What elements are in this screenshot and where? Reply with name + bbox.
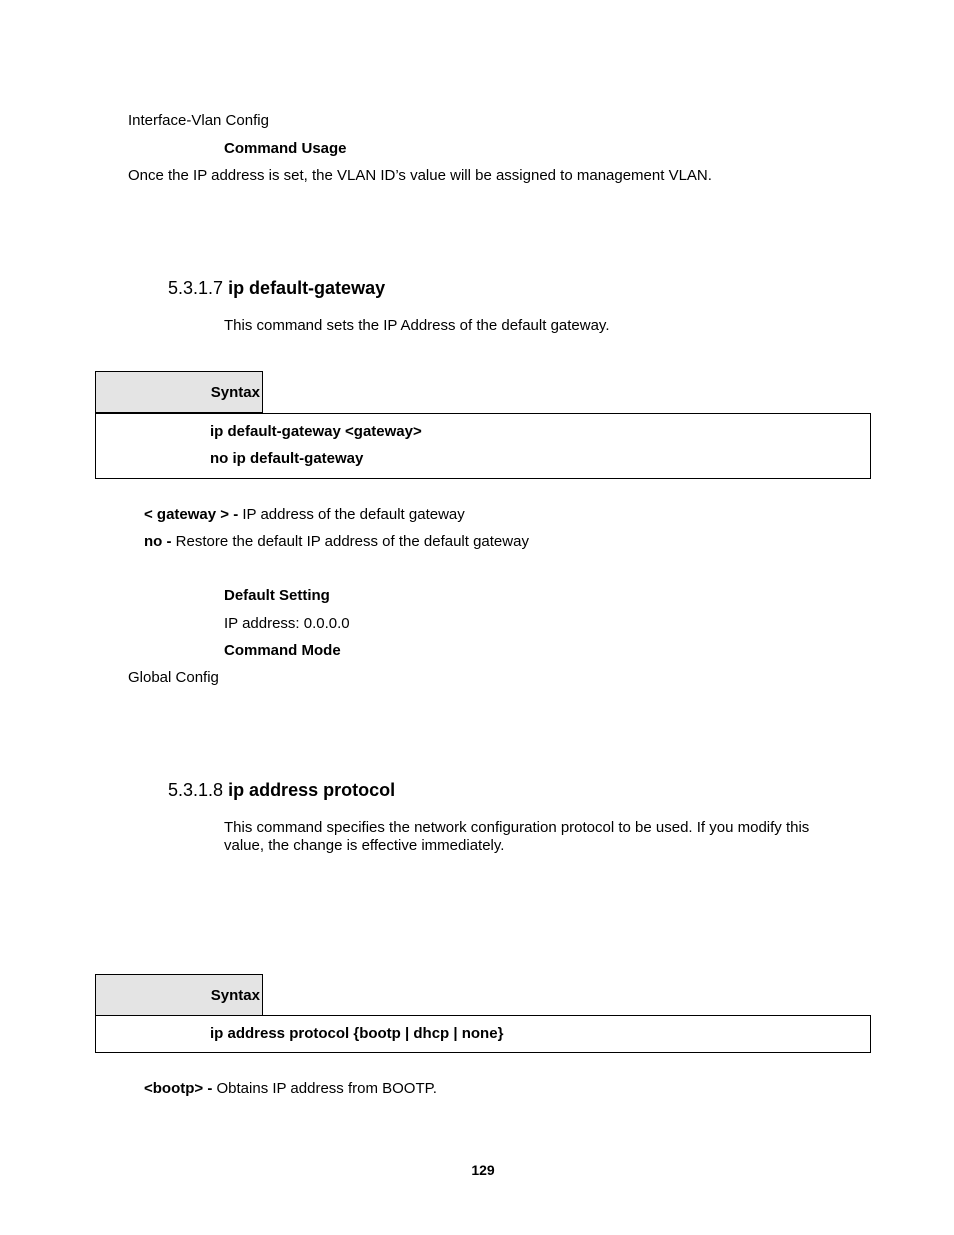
section-title: ip default-gateway: [228, 278, 386, 298]
syntax-line: ip default-gateway <gateway>: [210, 423, 422, 440]
page-number: 129: [471, 1162, 495, 1178]
parameter-item: [144, 506, 465, 524]
section-description-line: This command specifies the network configuration protocol to be used. If you modify this: [224, 819, 810, 836]
parameter-term: <bootp> -: [144, 1080, 213, 1097]
section-number: 5.3.1.7: [168, 278, 224, 298]
parameter-item: [144, 1080, 437, 1098]
syntax-label-tab: [95, 371, 263, 413]
command-usage-text: Once the IP address is set, the VLAN ID’s value will be assigned to management VLAN.: [128, 167, 712, 184]
command-mode-value: Global Config: [128, 669, 219, 686]
parameter-term: < gateway > -: [144, 506, 239, 523]
parameter-description: IP address of the default gateway: [238, 506, 465, 523]
syntax-label: Syntax: [210, 384, 260, 401]
parameter-item: [144, 533, 529, 551]
syntax-label: Syntax: [210, 987, 260, 1004]
section-heading-default-gateway: [168, 277, 385, 299]
syntax-box: [95, 413, 871, 479]
section-title: ip address protocol: [228, 780, 396, 800]
section-number: 5.3.1.8: [168, 780, 224, 800]
section-description-line: value, the change is effective immediately.: [224, 837, 505, 854]
command-mode-value: Interface-Vlan Config: [128, 112, 269, 129]
default-setting-heading: Default Setting: [224, 587, 330, 604]
section-description: This command sets the IP Address of the default gateway.: [224, 317, 610, 334]
parameter-description: Obtains IP address from BOOTP.: [212, 1080, 437, 1097]
syntax-line: ip address protocol {bootp | dhcp | none}: [210, 1025, 504, 1042]
parameter-term: no -: [144, 533, 172, 550]
syntax-label-tab: [95, 974, 263, 1016]
syntax-box: [95, 1015, 871, 1053]
command-mode-heading: Command Mode: [224, 642, 341, 659]
default-setting-value: IP address: 0.0.0.0: [224, 615, 350, 632]
section-heading-ip-address-protocol: [168, 779, 395, 801]
syntax-line: no ip default-gateway: [210, 450, 364, 467]
parameter-description: Restore the default IP address of the default gateway: [171, 533, 529, 550]
command-usage-heading: Command Usage: [224, 140, 347, 157]
